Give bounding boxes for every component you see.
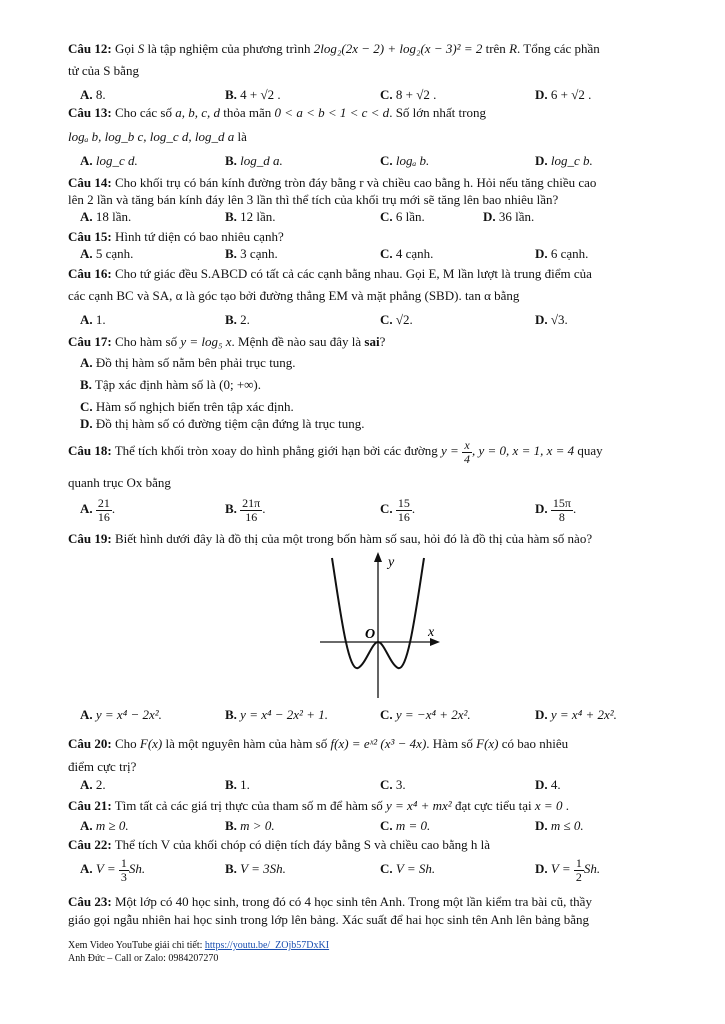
y-axis-arrow (374, 552, 382, 562)
q20-option-c[interactable]: C. 3. (380, 777, 406, 792)
youtube-link[interactable]: https://youtu.be/_ZOjb57DxKI (204, 940, 330, 951)
question-12: Câu 12: Gọi S là tập nghiệm của phương trình 2log₂(2x − 2) + log₂(x − 3)² = 2 trên R. Tổng các phần (68, 41, 600, 56)
y-axis-label: y (388, 555, 395, 570)
origin-label: O (365, 627, 376, 642)
question-18-line2: quanh trục Ox bằng (68, 475, 171, 490)
q19-option-b[interactable]: B. y = x⁴ − 2x² + 1. (225, 707, 328, 722)
q22-option-b[interactable]: B. V = 3Sh. (225, 861, 286, 876)
q14-option-d[interactable]: D. 36 lần. (483, 209, 535, 224)
q12-option-a[interactable]: A. 8. (80, 87, 106, 102)
q15-option-a[interactable]: A. 5 cạnh. (80, 246, 134, 261)
q13-option-d[interactable]: D. log_c b. (535, 153, 593, 168)
question-20-line2: điểm cực trị? (68, 759, 137, 774)
q16-option-b[interactable]: B. 2. (225, 312, 250, 327)
q17-option-c[interactable]: C. Hàm số nghịch biến trên tập xác định. (80, 399, 294, 414)
q22-option-a[interactable]: A. V = $\frac{1}{3}$ Sh. (80, 855, 146, 884)
q16-option-c[interactable]: C. √2. (380, 312, 413, 327)
question-15: Câu 15: Hình tứ diện có bao nhiêu cạnh? (68, 229, 284, 244)
q18-option-b[interactable]: B. $\frac{21\pi}{16}$ . (225, 495, 266, 524)
q21-option-d[interactable]: D. m ≤ 0. (535, 818, 584, 833)
q22-option-c[interactable]: C. V = Sh. (380, 861, 436, 876)
q14-option-b[interactable]: B. 12 lần. (225, 209, 276, 224)
question-14-line2: lên 2 lần và tăng bán kính đáy lên 3 lần thì thể tích của khối trụ mới sẽ tăng lên bao nhiêu lần? (68, 192, 559, 207)
q18-option-c[interactable]: C. $\frac{15}{16}$ . (380, 495, 416, 524)
question-20: Câu 20: Cho F(x) là một nguyên hàm của hàm số f(x) = eˣ² (x³ − 4x). Hàm số F(x) có bao nhiêu (68, 736, 569, 751)
footer-contact: Anh Đức – Call or Zalo: 0984207270 (68, 953, 219, 964)
question-23-line2: giáo gọi ngẫu nhiên hai học sinh trong lớp lên bảng. Xác suất để hai học sinh tên Anh lên bảng bằng (68, 912, 589, 927)
q21-option-b[interactable]: B. m > 0. (225, 818, 275, 833)
x-axis-label: x (428, 625, 435, 640)
q21-option-a[interactable]: A. m ≥ 0. (80, 818, 129, 833)
q14-option-a[interactable]: A. 18 lần. (80, 209, 132, 224)
q12-option-d[interactable]: D. 6 + √2 . (535, 87, 592, 102)
question-14: Câu 14: Cho khối trụ có bán kính đường tròn đáy bằng r và chiều cao bằng h. Hỏi nếu tăng chiều cao (68, 175, 597, 190)
q12-option-b[interactable]: B. 4 + √2 . (225, 87, 281, 102)
question-17: Câu 17: Cho hàm số y = log₅ x. Mệnh đề nào sau đây là sai? (68, 334, 386, 349)
q20-option-b[interactable]: B. 1. (225, 777, 250, 792)
q15-option-c[interactable]: C. 4 cạnh. (380, 246, 434, 261)
q17-option-d[interactable]: D. Đồ thị hàm số có đường tiệm cận đứng là trục tung. (80, 416, 365, 431)
question-18: Câu 18: Thể tích khối tròn xoay do hình phẳng giới hạn bởi các đường y = $\frac{x}{4}$ , y = 0, x = 1, x = 4 quay (68, 437, 603, 466)
q12-option-c[interactable]: C. 8 + √2 . (380, 87, 437, 102)
q21-option-c[interactable]: C. m = 0. (380, 818, 431, 833)
fraction-x-over-4: $\frac{x}{4}$ (464, 437, 471, 466)
q19-option-c[interactable]: C. y = −x⁴ + 2x². (380, 707, 471, 722)
question-13-line2: logₐ b, log_b c, log_c d, log_d a là (68, 129, 247, 144)
question-16-line2: các cạnh BC và SA, α là góc tạo bởi đường thẳng EM và mặt phẳng (SBD). tan α bằng (68, 288, 520, 303)
question-23: Câu 23: Một lớp có 40 học sinh, trong đó có 4 học sinh tên Anh. Trong một lần kiểm tra bài cũ, thầy (68, 894, 592, 909)
question-21: Câu 21: Tìm tất cả các giá trị thực của tham số m để hàm số y = x⁴ + mx² đạt cực tiểu tại x = 0 . (68, 798, 569, 813)
q22-option-d[interactable]: D. V = $\frac{1}{2}$ Sh. (535, 855, 601, 884)
q13-option-c[interactable]: C. logₐ b. (380, 153, 430, 168)
question-19: Câu 19: Biết hình dưới đây là đồ thị của một trong bốn hàm số sau, hỏi đó là đồ thị của hàm số nào? (68, 531, 593, 546)
q20-option-a[interactable]: A. 2. (80, 777, 106, 792)
q18-option-a[interactable]: A. $\frac{21}{16}$ . (80, 495, 116, 524)
q19-option-a[interactable]: A. y = x⁴ − 2x². (80, 707, 162, 722)
question-12-line2: tử của S bằng (68, 63, 139, 78)
q18-option-d[interactable]: D. $\frac{15\pi}{8}$ . (535, 495, 577, 524)
q13-option-b[interactable]: B. log_d a. (225, 153, 283, 168)
q20-option-d[interactable]: D. 4. (535, 777, 561, 792)
q17-option-a[interactable]: A. Đồ thị hàm số nằm bên phải trục tung. (80, 355, 296, 370)
question-13: Câu 13: Cho các số a, b, c, d thỏa mãn 0 < a < b < 1 < c < d. Số lớn nhất trong (68, 105, 486, 120)
q15-option-d[interactable]: D. 6 cạnh. (535, 246, 589, 261)
question-16: Câu 16: Cho tứ giác đều S.ABCD có tất cả các cạnh bằng nhau. Gọi E, M lần lượt là trung điểm của (68, 266, 592, 281)
function-graph (310, 550, 450, 700)
q13-option-a[interactable]: A. log_c d. (80, 153, 138, 168)
question-22: Câu 22: Thể tích V của khối chóp có diện tích đáy bằng S và chiều cao bằng h là (68, 837, 491, 852)
q14-option-c[interactable]: C. 6 lần. (380, 209, 425, 224)
q17-option-b[interactable]: B. Tập xác định hàm số là (0; +∞). (80, 377, 261, 392)
q19-option-d[interactable]: D. y = x⁴ + 2x². (535, 707, 617, 722)
q15-option-b[interactable]: B. 3 cạnh. (225, 246, 278, 261)
q16-option-d[interactable]: D. √3. (535, 312, 568, 327)
q16-option-a[interactable]: A. 1. (80, 312, 106, 327)
footer-video: Xem Video YouTube giải chi tiết: https://youtu.be/_ZOjb57DxKI (68, 940, 330, 951)
